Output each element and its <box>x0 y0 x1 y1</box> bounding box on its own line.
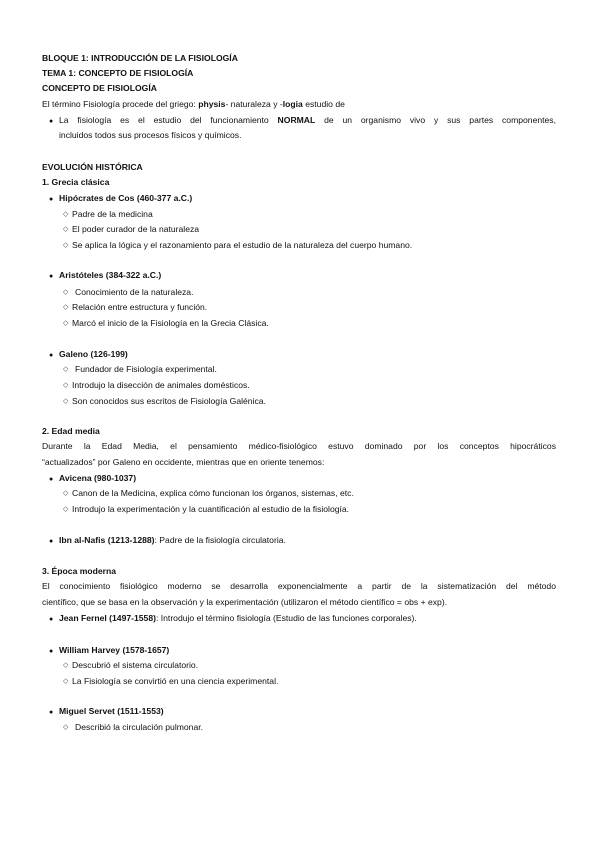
def-normal: NORMAL <box>277 115 316 125</box>
harvey-item: Descubrió el sistema circulatorio. <box>72 660 199 670</box>
edad-media-heading: 2. Edad media <box>42 426 100 436</box>
avicena-name: Avicena (980-1037) <box>59 473 137 483</box>
definition-line-2: incluidos todos sus procesos físicos y químicos. <box>59 130 242 140</box>
aristoteles-item: Relación entre estructura y función. <box>72 302 208 312</box>
intro-text-1: El término Fisiología procede del griego: <box>42 99 199 109</box>
hipocrates-item: Se aplica la lógica y el razonamiento para el estudio de la naturaleza del cuerpo humano. <box>72 240 413 250</box>
diamond-icon: ◇ <box>63 490 69 497</box>
bullet-icon: ● <box>49 352 54 359</box>
diamond-icon: ◇ <box>63 382 69 389</box>
galeno-item: Introdujo la disección de animales domésticos. <box>72 380 250 390</box>
intro-line <box>42 99 345 110</box>
diamond-icon: ◇ <box>63 366 69 373</box>
ibn-al-nafis-line <box>59 535 286 546</box>
intro-physis: physis <box>198 99 226 109</box>
bullet-icon: ● <box>49 476 54 483</box>
bullet-icon: ● <box>49 273 54 280</box>
bullet-icon: ● <box>49 709 54 716</box>
diamond-icon: ◇ <box>63 506 69 513</box>
servet-item: Describió la circulación pulmonar. <box>75 722 204 732</box>
fernel-desc: : Introdujo el término fisiología (Estudio de las funciones corporales). <box>155 613 417 623</box>
aristoteles-item: Marcó el inicio de la Fisiología en la Grecia Clásica. <box>72 318 269 328</box>
diamond-icon: ◇ <box>63 320 69 327</box>
galeno-name: Galeno (126-199) <box>59 349 128 359</box>
concepto-heading: CONCEPTO DE FISIOLOGÍA <box>42 83 157 93</box>
fernel-line <box>59 613 417 624</box>
hipocrates-item: Padre de la medicina <box>72 209 153 219</box>
edad-media-paragraph-2: “actualizados” por Galeno en occidente, mientras que en oriente tenemos: <box>42 457 325 467</box>
galeno-item: Fundador de Fisiología experimental. <box>75 364 217 374</box>
harvey-name: William Harvey (1578-1657) <box>59 645 170 655</box>
def-part-2: de un organismo vivo y sus partes componentes, <box>315 115 556 125</box>
diamond-icon: ◇ <box>63 289 69 296</box>
aristoteles-item: Conocimiento de la naturaleza. <box>75 287 194 297</box>
aristoteles-name: Aristóteles (384-322 a.C.) <box>59 270 162 280</box>
avicena-item: Introdujo la experimentación y la cuantificación al estudio de la fisiología. <box>72 504 350 514</box>
diamond-icon: ◇ <box>63 304 69 311</box>
definition-line-1 <box>59 115 556 126</box>
tema-title: TEMA 1: CONCEPTO DE FISIOLOGÍA <box>42 68 194 78</box>
ibn-name: Ibn al-Nafis (1213-1288) <box>59 535 155 545</box>
diamond-icon: ◇ <box>63 724 69 731</box>
harvey-item: La Fisiología se convirtió en una ciencia experimental. <box>72 676 279 686</box>
intro-text-2: - naturaleza y - <box>225 99 283 109</box>
avicena-item: Canon de la Medicina, explica cómo funcionan los órganos, sistemas, etc. <box>72 488 354 498</box>
diamond-icon: ◇ <box>63 242 69 249</box>
moderna-heading: 3. Época moderna <box>42 566 117 576</box>
intro-logia: logia <box>282 99 303 109</box>
diamond-icon: ◇ <box>63 678 69 685</box>
intro-text-3: estudio de <box>302 99 345 109</box>
hipocrates-item: El poder curador de la naturaleza <box>72 224 200 234</box>
bullet-icon: ● <box>49 196 54 203</box>
moderna-paragraph-2: científico, que se basa en la observación y la experimentación (utilizaron el método científico = obs + exp). <box>42 597 448 607</box>
diamond-icon: ◇ <box>63 398 69 405</box>
ibn-desc: : Padre de la fisiología circulatoria. <box>154 535 286 545</box>
diamond-icon: ◇ <box>63 211 69 218</box>
bloque-title: BLOQUE 1: INTRODUCCIÓN DE LA FISIOLOGÍA <box>42 53 238 63</box>
diamond-icon: ◇ <box>63 662 69 669</box>
hipocrates-name: Hipócrates de Cos (460-377 a.C.) <box>59 193 193 203</box>
bullet-icon: ● <box>49 616 54 623</box>
def-part-1: La fisiología es el estudio del funcionamiento <box>59 115 278 125</box>
grecia-heading: 1. Grecia clásica <box>42 177 110 187</box>
edad-media-paragraph-1: Durante la Edad Media, el pensamiento médico-fisiológico estuvo dominado por los conceptos hipocráticos <box>42 441 556 451</box>
servet-name: Miguel Servet (1511-1553) <box>59 706 164 716</box>
bullet-icon: ● <box>49 648 54 655</box>
bullet-icon: ● <box>49 538 54 545</box>
fernel-name: Jean Fernel (1497-1558) <box>59 613 156 623</box>
moderna-paragraph-1: El conocimiento fisiológico moderno se desarrolla exponencialmente a partir de la sistematización del método <box>42 581 556 591</box>
diamond-icon: ◇ <box>63 226 69 233</box>
evolucion-heading: EVOLUCIÓN HISTÓRICA <box>42 162 143 172</box>
galeno-item: Son conocidos sus escritos de Fisiología Galénica. <box>72 396 266 406</box>
bullet-icon: ● <box>49 118 54 125</box>
